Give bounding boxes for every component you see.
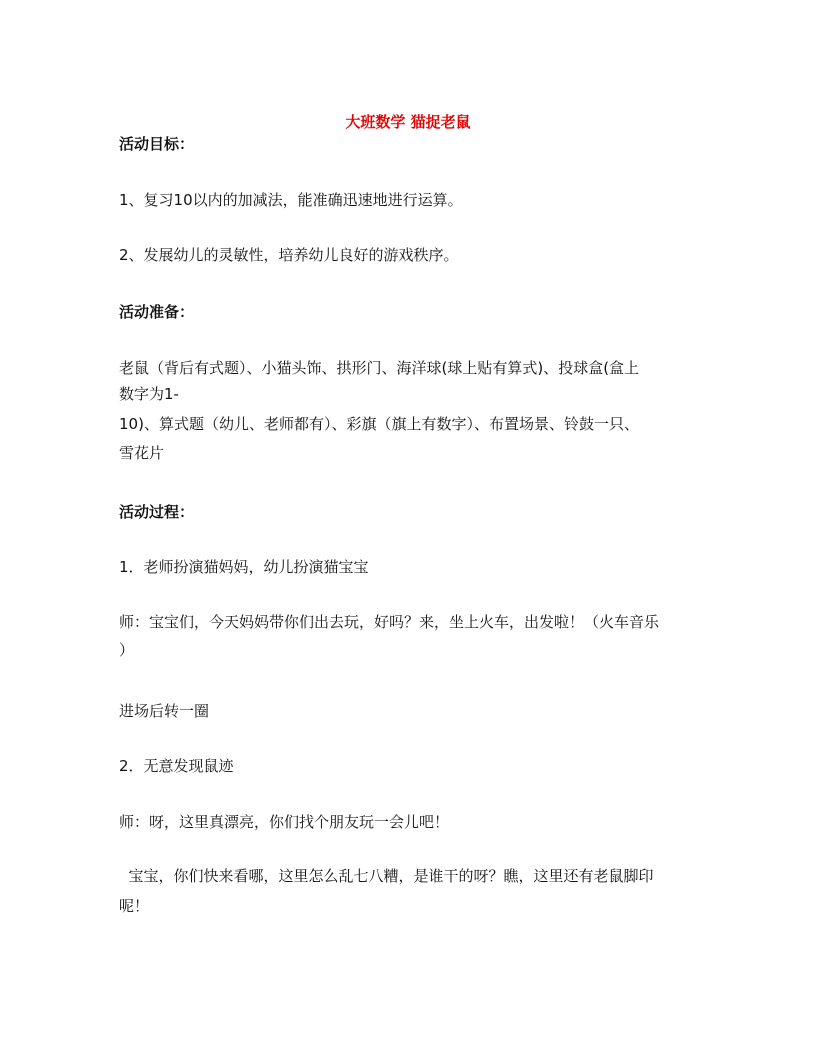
goal-item-2: 2、发展幼儿的灵敏性，培养幼儿良好的游戏秩序。 [119,246,459,264]
teacher-dialogue-1-line-2: ） [119,641,135,659]
section-heading-process: 活动过程： [119,503,195,521]
preparation-text-line-4: 雪花片 [119,444,165,462]
teacher-dialogue-1-line-1: 师：宝宝们，今天妈妈带你们出去玩，好吗？来，坐上火车，出发啦！（火车音乐 [119,613,660,631]
preparation-text-line-1: 老鼠（背后有式题）、小猫头饰、拱形门、海洋球(球上贴有算式)、投球盒(盒上 [119,359,640,377]
teacher-dialogue-3-line-2: 呢！ [119,897,150,915]
process-step-1: 1．老师扮演猫妈妈，幼儿扮演猫宝宝 [119,558,369,576]
section-heading-preparation: 活动准备： [119,303,195,321]
teacher-dialogue-3-line-1: 宝宝，你们快来看哪，这里怎么乱七八糟，是谁干的呀？瞧，这里还有老鼠脚印 [119,867,654,885]
teacher-dialogue-2: 师：呀，这里真漂亮，你们找个朋友玩一会儿吧！ [119,813,450,831]
enter-note: 进场后转一圈 [119,702,210,720]
preparation-text-line-2: 数字为1- [119,385,179,403]
process-step-2: 2．无意发现鼠迹 [119,757,234,775]
document-title: 大班数学 猫捉老鼠 [345,113,471,131]
section-heading-goals: 活动目标： [119,135,195,153]
preparation-text-line-3: 10)、算式题（幼儿、老师都有）、彩旗（旗上有数字）、布置场景、铃鼓一只、 [119,415,639,433]
goal-item-1: 1、复习10以内的加减法，能准确迅速地进行运算。 [119,191,463,209]
